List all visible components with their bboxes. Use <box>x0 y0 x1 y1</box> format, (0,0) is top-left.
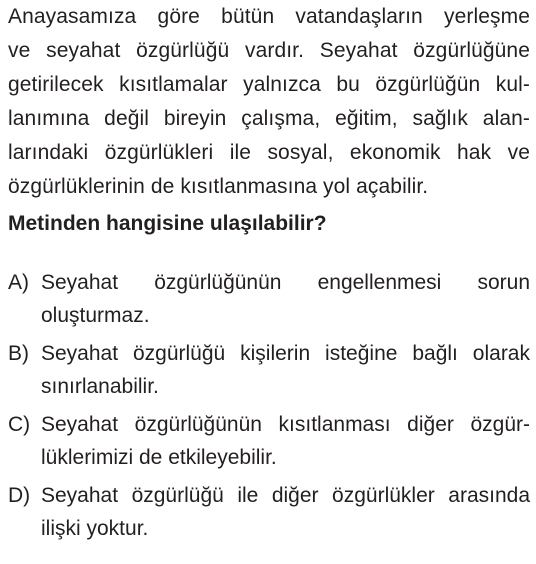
option-letter: D) <box>8 484 31 507</box>
option-text-line: Seyahat özgürlüğünün kısıtlanması diğer özgür- <box>41 413 530 436</box>
question-stem: Metinden hangisine ulaşılabilir? <box>8 212 327 235</box>
passage-line: ve seyahat özgürlüğü vardır. Seyahat özgürlüğüne <box>8 39 530 62</box>
passage-line: lanımına değil bireyin çalışma, eğitim, sağlık alan- <box>8 107 530 130</box>
passage-line: getirilecek kısıtlamalar yalnızca bu özgürlüğün kul- <box>8 73 530 96</box>
passage-line: özgürlüklerinin de kısıtlanmasına yol açabilir. <box>8 175 429 198</box>
option-a[interactable] <box>8 266 530 332</box>
answer-options <box>8 266 530 545</box>
option-text-line: Seyahat özgürlüğü kişilerin isteğine bağlı olarak <box>41 342 530 365</box>
passage-line: larındaki özgürlükleri ile sosyal, ekonomik hak ve <box>8 141 530 164</box>
option-letter: B) <box>8 342 29 365</box>
passage <box>8 0 530 204</box>
option-text-line: Seyahat özgürlüğü ile diğer özgürlükler arasında <box>41 484 530 507</box>
option-d[interactable] <box>8 479 530 545</box>
option-letter: A) <box>8 271 29 294</box>
passage-line: Anayasamıza göre bütün vatandaşların yerleşme <box>8 5 530 28</box>
question-page <box>8 0 530 550</box>
option-b[interactable] <box>8 337 530 403</box>
option-text-line: Seyahat özgürlüğünün engellenmesi sorun <box>41 271 530 294</box>
option-text-line: ilişki yoktur. <box>41 517 149 540</box>
option-text-line: sınırlanabilir. <box>41 375 159 398</box>
option-text-line: lüklerimizi de etkileyebilir. <box>41 446 277 469</box>
option-c[interactable] <box>8 408 530 474</box>
option-letter: C) <box>8 413 31 436</box>
option-text-line: oluşturmaz. <box>41 304 150 327</box>
